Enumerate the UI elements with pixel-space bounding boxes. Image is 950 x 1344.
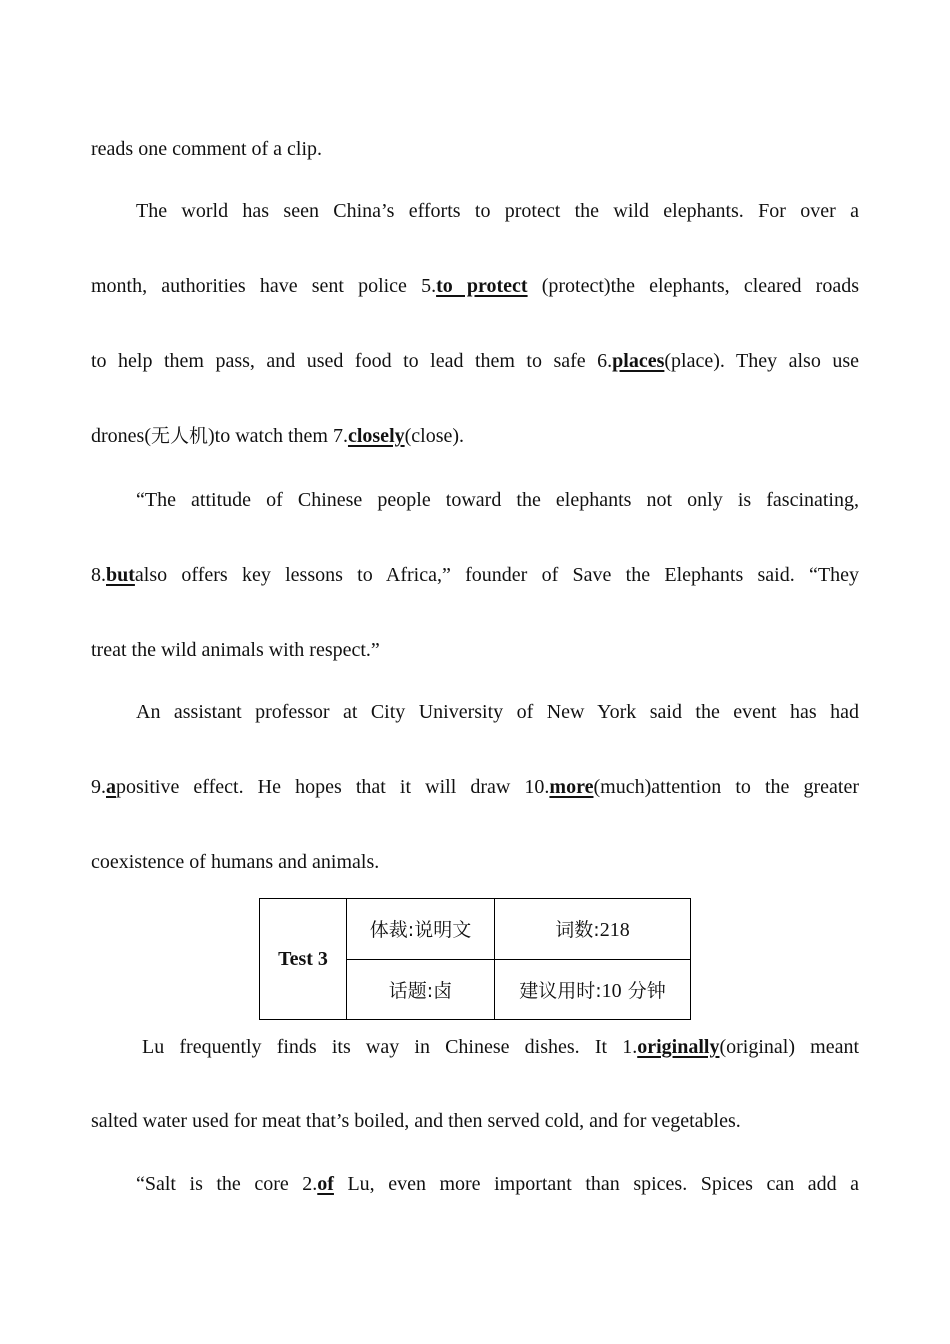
text-line bbox=[91, 1109, 859, 1133]
paragraph-start bbox=[142, 1035, 859, 1059]
answer-blank: to protect bbox=[436, 275, 528, 297]
text-segment: The world has seen China’s efforts to protect the wild elephants. For over a bbox=[136, 200, 859, 222]
chinese-gloss: 无人机 bbox=[150, 425, 208, 447]
text-line bbox=[91, 349, 859, 373]
genre-label: 体裁:说明文 bbox=[369, 919, 472, 942]
answer-blank: closely bbox=[347, 425, 405, 447]
text-segment: “Salt is the core 2. bbox=[136, 1173, 318, 1195]
text-segment: also offers key lessons to Africa,” founder of Save the Elephants said. “They bbox=[134, 564, 859, 586]
time-unit: 分钟 bbox=[621, 979, 666, 1002]
answer-blank: more bbox=[549, 776, 594, 798]
paragraph-start bbox=[136, 199, 859, 223]
text-segment: (protect)the elephants, cleared roads bbox=[527, 275, 860, 297]
paragraph-start bbox=[136, 1172, 859, 1196]
text-segment: reads one comment of a clip. bbox=[91, 138, 323, 160]
word-count-cell bbox=[495, 899, 691, 960]
answer-blank: of bbox=[317, 1173, 334, 1195]
text-line bbox=[91, 424, 859, 448]
text-segment: to help them pass, and used food to lead them to safe 6. bbox=[91, 350, 613, 372]
topic-label: 话题:卤 bbox=[388, 979, 453, 1002]
text-line bbox=[91, 850, 859, 874]
text-segment: An assistant professor at City University of New York said the event has had bbox=[136, 701, 859, 723]
text-segment: coexistence of humans and animals. bbox=[91, 851, 380, 873]
paragraph-start bbox=[136, 700, 859, 724]
test-info-table bbox=[259, 898, 691, 1020]
text-segment: month, authorities have sent police 5. bbox=[91, 275, 437, 297]
text-segment: (much)attention to the greater bbox=[593, 776, 860, 798]
word-count-label: 词数: bbox=[555, 919, 600, 942]
answer-blank: a bbox=[106, 776, 116, 798]
paragraph-start bbox=[136, 488, 859, 512]
text-segment: Lu frequently finds its way in Chinese dishes. It 1. bbox=[142, 1036, 638, 1058]
text-segment: drones( bbox=[91, 425, 151, 447]
time-cell bbox=[495, 959, 691, 1020]
genre-cell bbox=[347, 899, 495, 960]
text-segment: 8. bbox=[91, 564, 106, 586]
text-segment: “The attitude of Chinese people toward the elephants not only is fascinating, bbox=[136, 489, 859, 511]
text-line bbox=[91, 638, 859, 662]
topic-cell bbox=[347, 959, 495, 1020]
time-value: 10 bbox=[601, 979, 622, 1002]
text-segment: (place). They also use bbox=[664, 350, 859, 372]
word-count-value: 218 bbox=[599, 919, 630, 942]
time-label: 建议用时: bbox=[519, 979, 602, 1002]
text-line bbox=[91, 137, 859, 161]
text-line bbox=[91, 274, 859, 298]
text-line bbox=[91, 563, 859, 587]
text-segment: positive effect. He hopes that it will draw 10. bbox=[116, 776, 550, 798]
text-segment: (original) meant bbox=[719, 1036, 860, 1058]
text-segment: 9. bbox=[91, 776, 106, 798]
answer-blank: originally bbox=[637, 1036, 720, 1058]
text-line bbox=[91, 775, 859, 799]
text-segment: (close). bbox=[404, 425, 465, 447]
answer-blank: but bbox=[106, 564, 135, 586]
answer-blank: places bbox=[612, 350, 665, 372]
test-number-cell: Test 3 bbox=[260, 899, 347, 1020]
text-segment: treat the wild animals with respect.” bbox=[91, 639, 380, 661]
text-segment: salted water used for meat that’s boiled, and then served cold, and for vegetables. bbox=[91, 1110, 741, 1132]
text-segment: Lu, even more important than spices. Spices can add a bbox=[333, 1173, 859, 1195]
text-segment: )to watch them 7. bbox=[208, 425, 348, 447]
